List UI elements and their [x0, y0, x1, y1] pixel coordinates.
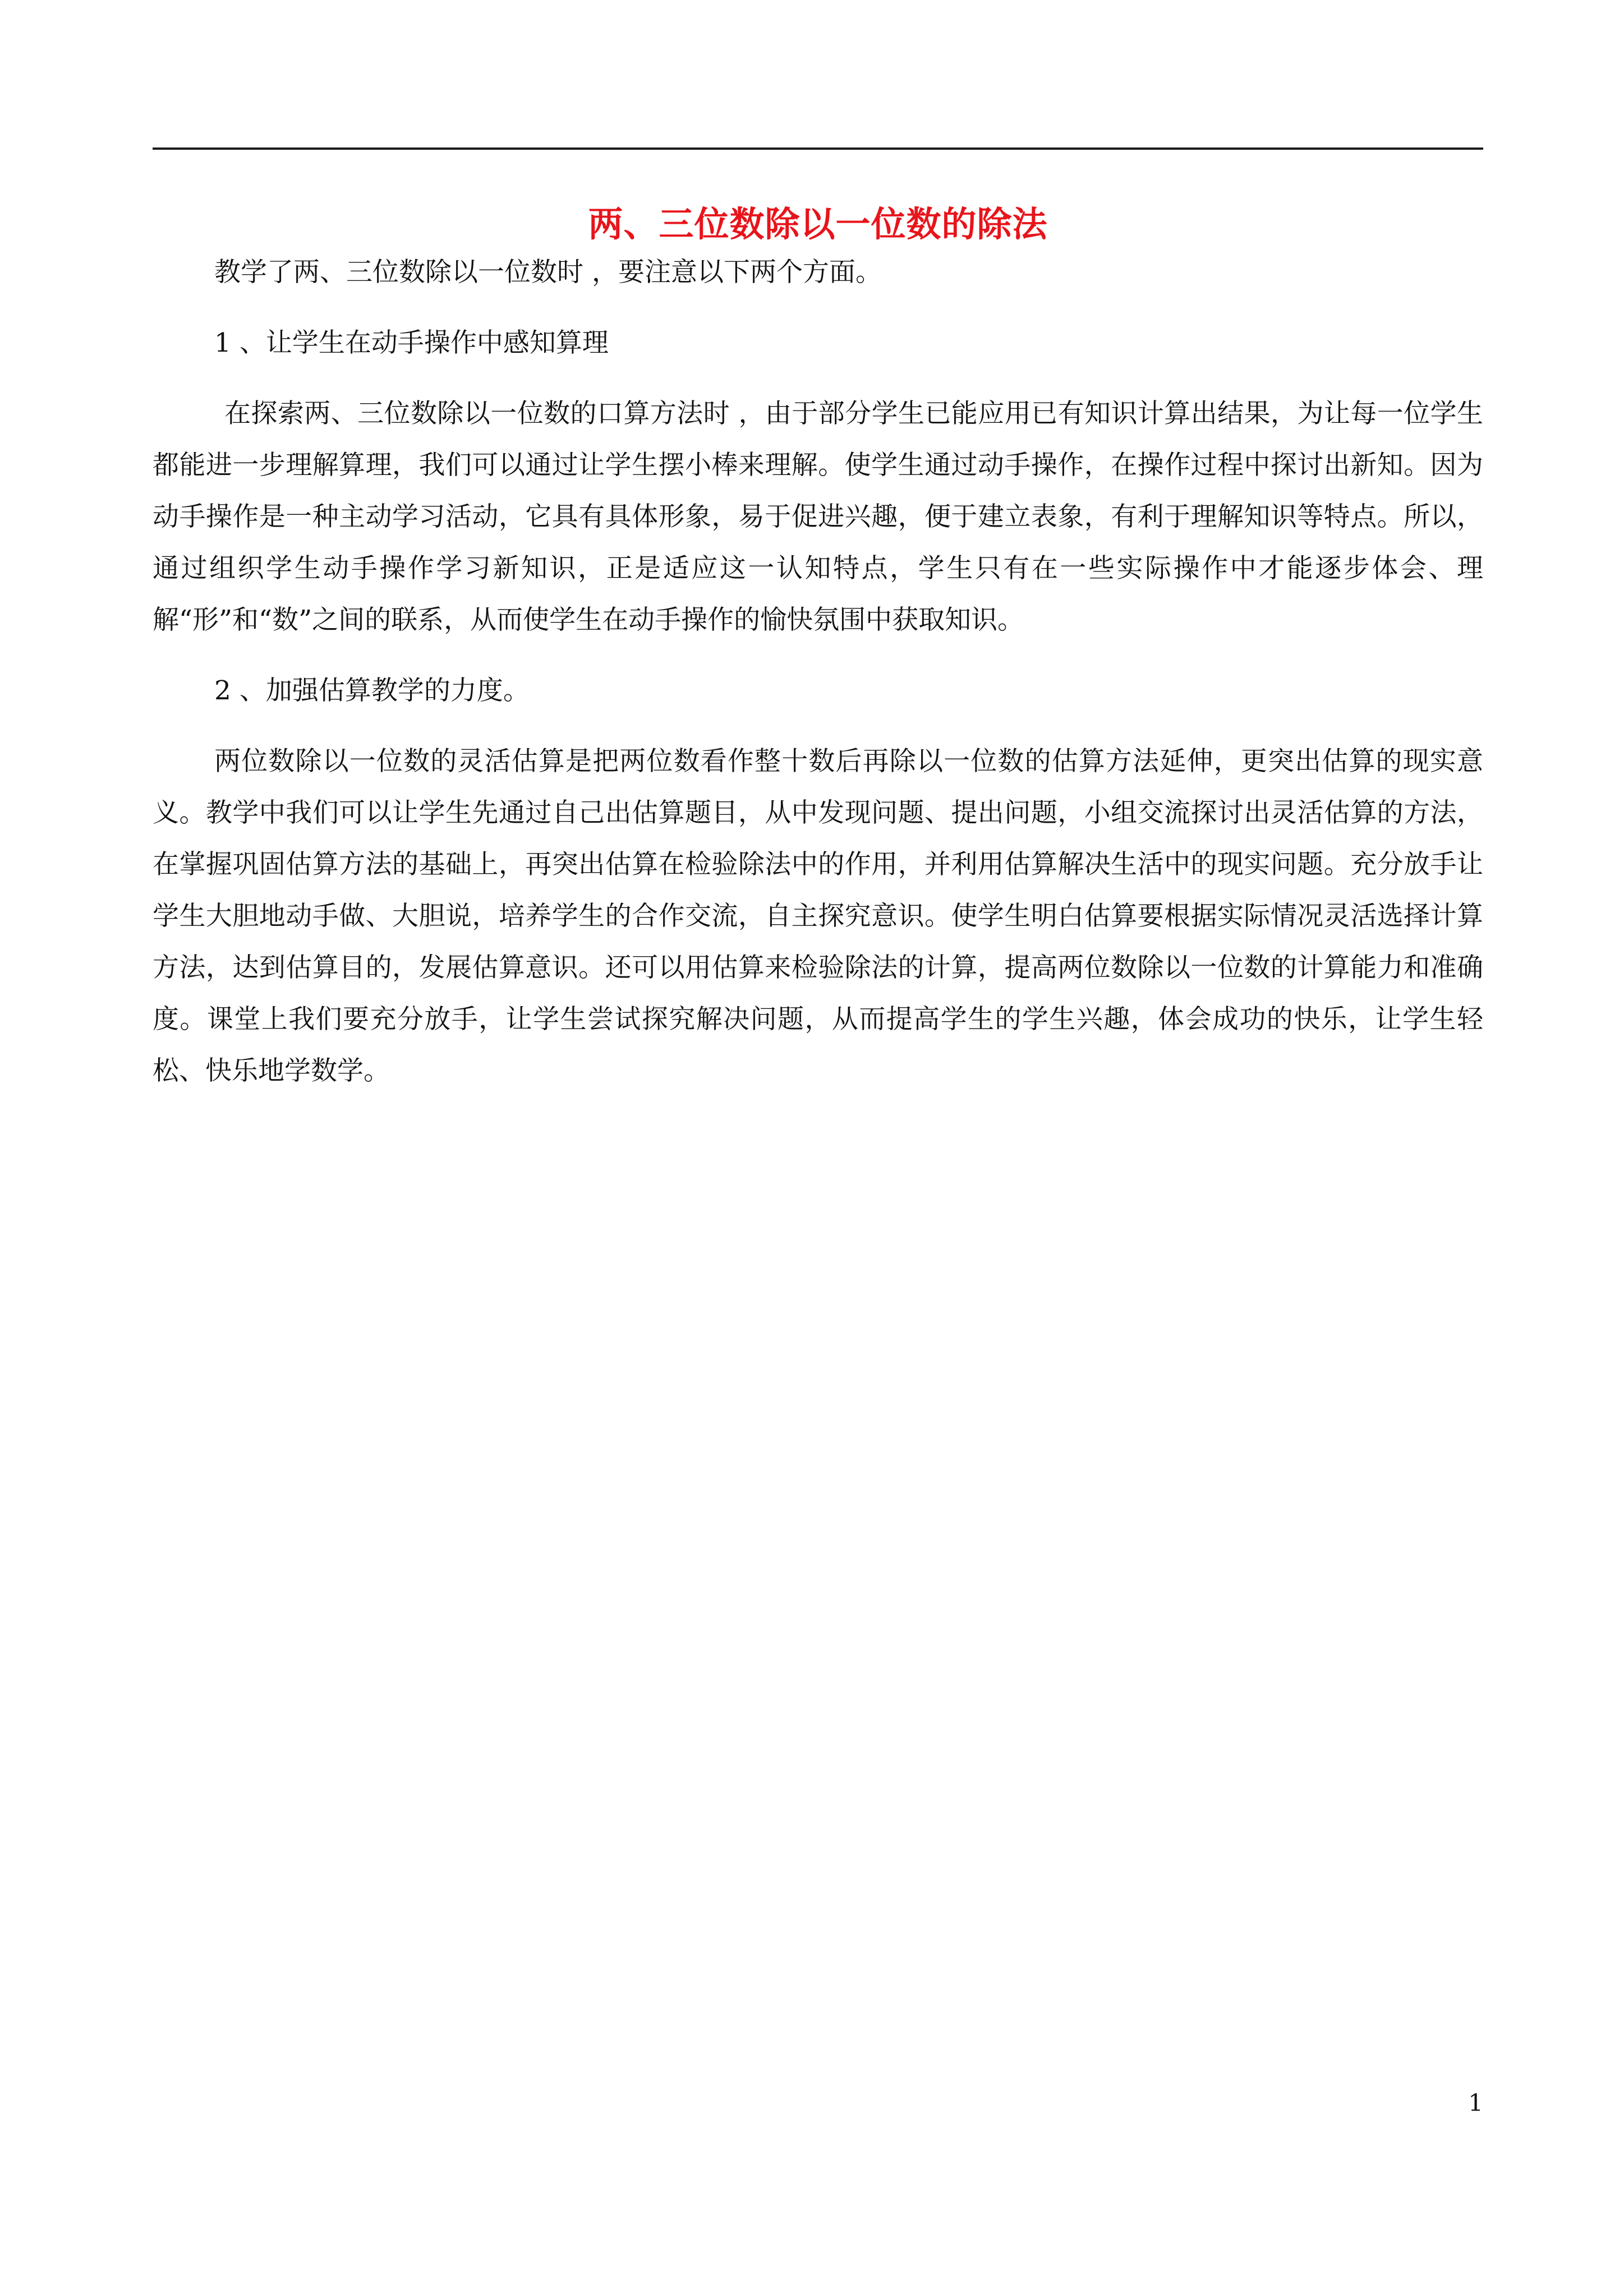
intro-paragraph: 教学了两、三位数除以一位数时 ，要注意以下两个方面。 [214, 257, 882, 288]
section-1-paragraph: 在探索两、三位数除以一位数的口算方法时 ，由于部分学生已能应用已有知识计算出结果，为让每一位学生都能进一步理解算理，我们可以通过让学生摆小棒来理解。使学生通过动手操作，在操作过程中探讨出新知。因为动手操作是一种主动学习活动，它具有具体形象，易于促进兴趣，便于建立表象，有利于理解知识等特点。所以，通过组织学生动手操作学习新知识，正是适应这一认知特点，学生只有在一些实际操作中才能逐步体会、理解“形”和“数”之间的联系，从而使学生在动手操作的愉快氛围中获取知识。 [153, 398, 1483, 635]
section-2-heading: 2 、加强估算教学的力度。 [214, 675, 530, 706]
page-number: 1 [1468, 2089, 1483, 2117]
document-title: 两、三位数除以一位数的除法 [588, 203, 1048, 245]
header-rule [153, 147, 1483, 150]
document-body [153, 247, 1483, 1097]
section-1-heading: 1 、让学生在动手操作中感知算理 [214, 328, 609, 358]
section-2-paragraph: 两位数除以一位数的灵活估算是把两位数看作整十数后再除以一位数的估算方法延伸，更突出估算的现实意义。教学中我们可以让学生先通过自己出估算题目，从中发现问题、提出问题，小组交流探讨出灵活估算的方法，在掌握巩固估算方法的基础上，再突出估算在检验除法中的作用，并利用估算解决生活中的现实问题。充分放手让学生大胆地动手做、大胆说，培养学生的合作交流，自主探究意识。使学生明白估算要根据实际情况灵活选择计算方法，达到估算目的，发展估算意识。还可以用估算来检验除法的计算，提高两位数除以一位数的计算能力和准确度。课堂上我们要充分放手，让学生尝试探究解决问题，从而提高学生的学生兴趣，体会成功的快乐，让学生轻松、快乐地学数学。 [153, 746, 1483, 1086]
